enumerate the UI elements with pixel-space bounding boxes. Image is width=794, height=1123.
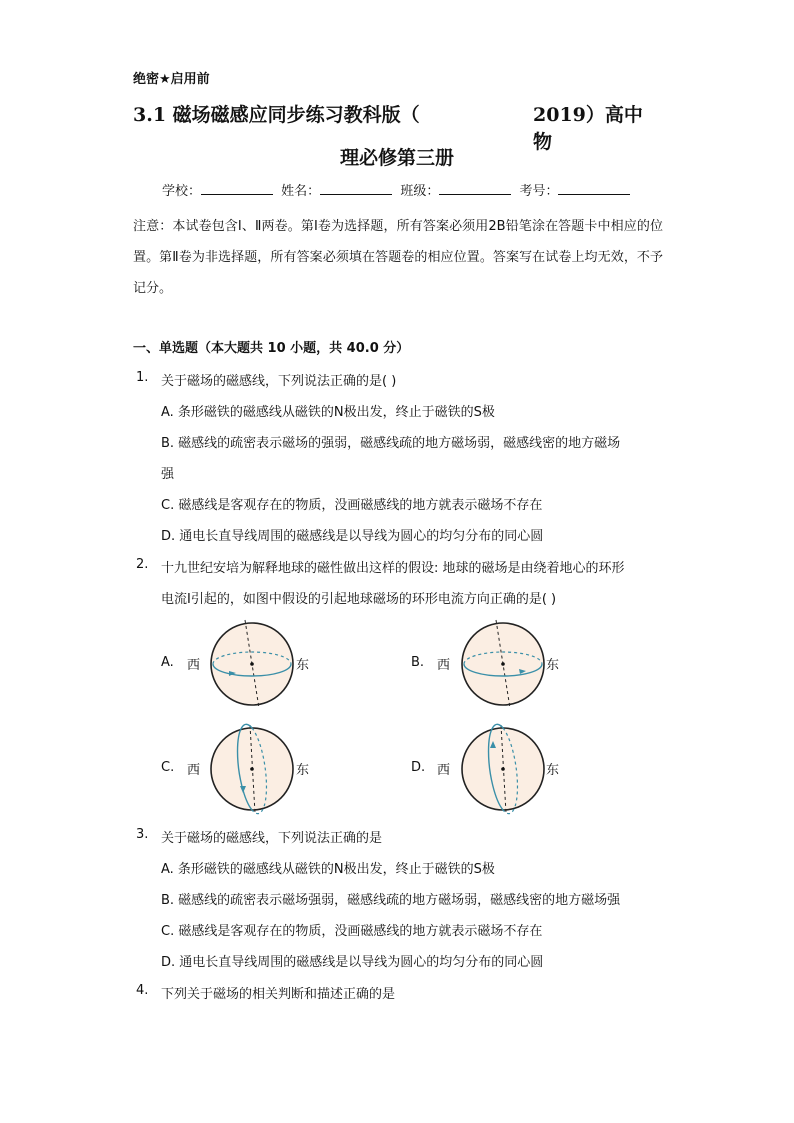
q4-stem: 下列关于磁场的相关判断和描述正确的是 [161, 987, 396, 1002]
q2-globe-c[interactable] [205, 722, 300, 817]
q2-label-b[interactable]: B. [411, 655, 425, 670]
q1-option-a[interactable]: A. 条形磁铁的磁感线从磁铁的N极出发，终止于磁铁的S极 [161, 405, 495, 420]
q1-option-c[interactable]: C. 磁感线是客观存在的物质，没画磁感线的地方就表示磁场不存在 [161, 498, 543, 513]
q3-option-c[interactable]: C. 磁感线是客观存在的物质，没画磁感线的地方就表示磁场不存在 [161, 924, 543, 939]
q1-option-b-cont: 强 [161, 467, 175, 482]
q4-number: 4. [136, 983, 149, 998]
school-blank[interactable] [201, 182, 273, 195]
q3-option-b[interactable]: B. 磁感线的疏密表示磁场强弱，磁感线疏的地方磁场弱，磁感线密的地方磁场强 [161, 893, 621, 908]
q2-d-east: 东 [546, 763, 560, 778]
student-info [162, 180, 634, 199]
q2-number: 2. [136, 557, 149, 572]
q1-option-d[interactable]: D. 通电长直导线周围的磁感线是以导线为圆心的均匀分布的同心圆 [161, 529, 544, 544]
class-blank[interactable] [439, 182, 511, 195]
q1-number: 1. [136, 370, 149, 385]
q2-label-a[interactable]: A. [161, 655, 174, 670]
q2-stem-1: 十九世纪安培为解释地球的磁性做出这样的假设: 地球的磁场是由绕着地心的环形 [161, 561, 625, 576]
q2-globe-d[interactable] [456, 722, 551, 817]
title-part-1: 3.1 磁场磁感应同步练习教科版（ [133, 104, 420, 126]
notice-text: 注意：本试卷包含Ⅰ、Ⅱ两卷。第Ⅰ卷为选择题，所有答案必须用2B铅笔涂在答题卡中相应的位置。第Ⅱ卷为非选择题，所有答案必须填在答题卷的相应位置。答案写在试卷上均无效，不予记分。 [133, 219, 663, 296]
q2-a-east: 东 [296, 658, 310, 673]
class-label: 班级： [400, 184, 440, 199]
q2-globe-a[interactable] [205, 617, 300, 712]
title-line-2: 理必修第三册 [339, 147, 454, 169]
q2-c-west: 西 [187, 763, 201, 778]
secret-label: 绝密★启用前 [133, 72, 210, 87]
q2-c-east: 东 [296, 763, 310, 778]
name-blank[interactable] [320, 182, 392, 195]
q2-a-west: 西 [187, 658, 201, 673]
q2-label-c[interactable]: C. [161, 760, 175, 775]
q2-b-west: 西 [437, 658, 451, 673]
number-label: 考号： [519, 184, 559, 199]
title-line-1 [133, 100, 661, 153]
q2-b-east: 东 [546, 658, 560, 673]
q3-number: 3. [136, 827, 149, 842]
q3-stem: 关于磁场的磁感线，下列说法正确的是 [161, 831, 383, 846]
title-part-2: 2019）高中物 [533, 104, 643, 153]
school-label: 学校： [162, 184, 202, 199]
q1-option-b[interactable]: B. 磁感线的疏密表示磁场的强弱，磁感线疏的地方磁场弱，磁感线密的地方磁场 [161, 436, 621, 451]
q2-label-d[interactable]: D. [411, 760, 426, 775]
q2-d-west: 西 [437, 763, 451, 778]
q1-stem: 关于磁场的磁感线，下列说法正确的是( ) [161, 374, 397, 389]
name-label: 姓名： [281, 184, 321, 199]
number-blank[interactable] [558, 182, 630, 195]
q3-option-d[interactable]: D. 通电长直导线周围的磁感线是以导线为圆心的均匀分布的同心圆 [161, 955, 544, 970]
section-heading: 一、单选题（本大题共 10 小题，共 40.0 分） [133, 341, 410, 356]
q2-stem-2: 电流I引起的，如图中假设的引起地球磁场的环形电流方向正确的是( ) [161, 592, 557, 607]
q2-globe-b[interactable] [456, 617, 551, 712]
q3-option-a[interactable]: A. 条形磁铁的磁感线从磁铁的N极出发，终止于磁铁的S极 [161, 862, 495, 877]
